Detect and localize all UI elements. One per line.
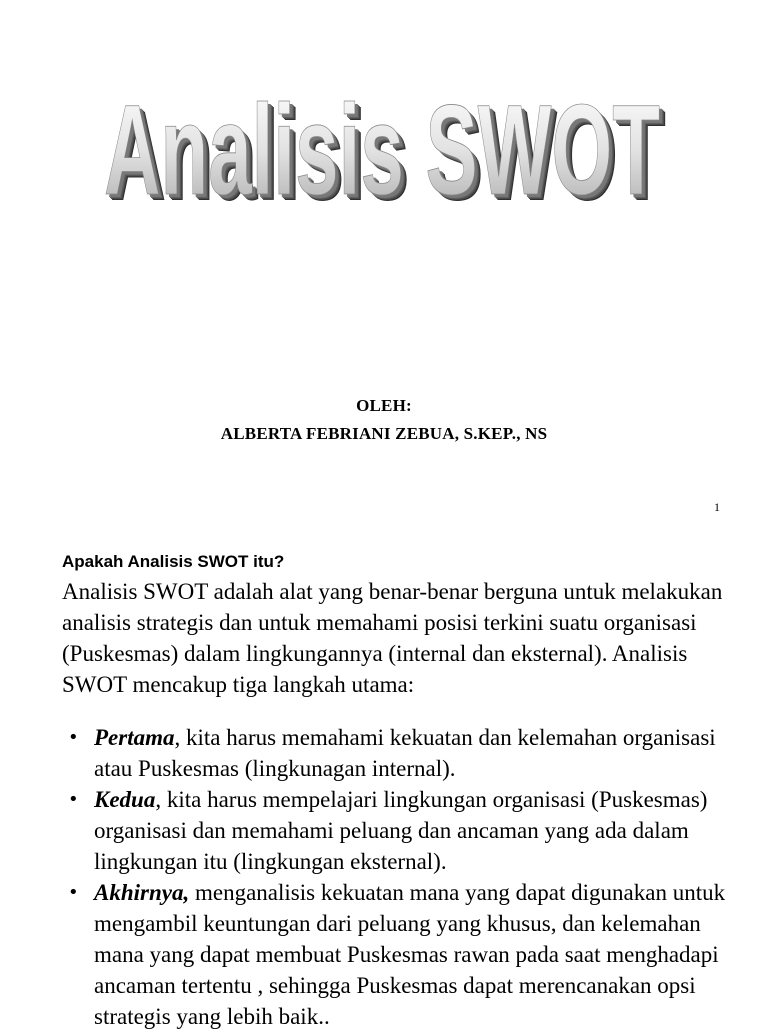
list-item (68, 784, 748, 877)
steps-list (68, 722, 748, 1032)
bullet-icon: • (68, 789, 79, 810)
author-name: ALBERTA FEBRIANI ZEBUA, S.KEP., NS (220, 424, 548, 443)
bullet-icon: • (68, 727, 79, 748)
by-label: OLEH: (356, 396, 412, 415)
intro-paragraph: Analisis SWOT adalah alat yang benar-benar berguna untuk melakukan analisis strategis dan untuk memahami posisi terkini suatu organisasi (Puskesmas) dalam lingkungannya (internal dan eksternal). Analisis SWOT mencakup tiga langkah utama: (62, 579, 723, 697)
content-slide (0, 540, 768, 1029)
bullet-lead: Akhirnya, (94, 880, 190, 905)
slide-heading: Apakah Analisis SWOT itu? (62, 552, 285, 571)
page-number: 1 (714, 500, 720, 514)
bullet-text: , kita harus mempelajari lingkungan organisasi (Puskesmas) organisasi dan memahami peluang dan ancaman yang ada dalam lingkungan itu (lingkungan eksternal). (94, 787, 708, 874)
bullet-lead: Pertama (94, 725, 175, 750)
bullet-lead: Kedua (94, 787, 156, 812)
wordart-shadow-1: Analisis SWOT (107, 82, 663, 210)
bullet-text: , kita harus memahami kekuatan dan kelemahan organisasi atau Puskesmas (lingkunagan internal). (94, 725, 716, 781)
list-item (68, 877, 748, 1032)
wordart-title (100, 78, 670, 210)
bullet-icon: • (68, 882, 79, 903)
wordart-face: Analisis SWOT (104, 79, 660, 210)
bullet-text: menganalisis kekuatan mana yang dapat digunakan untuk mengambil keuntungan dari peluang yang khusus, dan kelemahan mana yang dapat membuat Puskesmas rawan pada saat menghadapi ancaman tertentu , sehingga Puskesmas dapat merencanakan opsi strategis yang lebih baik.. (94, 880, 726, 1029)
wordart-shadow-2: Analisis SWOT (108, 83, 664, 210)
wordart-shadow-3: Analisis SWOT (109, 84, 665, 210)
wordart-shadow-4: Analisis SWOT (110, 85, 666, 210)
list-item (68, 722, 748, 784)
